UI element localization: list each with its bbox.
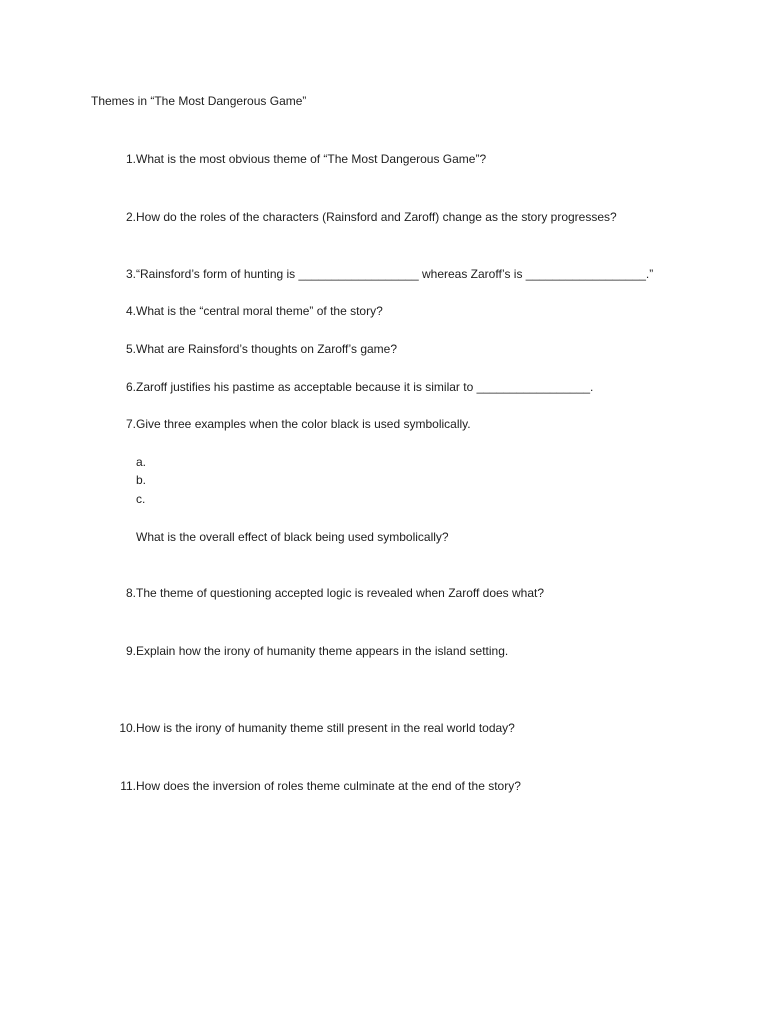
question-1 <box>112 152 487 166</box>
question-number: 8. <box>125 586 136 600</box>
question-text: “Rainsford’s form of hunting is __________________ whereas Zaroff’s is __________________.” <box>136 267 654 281</box>
q7-subitem-a: a. <box>136 455 147 469</box>
question-number: 7. <box>125 417 136 431</box>
question-10 <box>112 721 515 735</box>
question-2 <box>112 210 617 224</box>
question-11 <box>112 779 521 793</box>
question-number: 1. <box>125 152 136 166</box>
q7-subitem-b: b. <box>136 473 147 487</box>
question-5 <box>112 342 398 356</box>
question-number: 10. <box>119 721 136 735</box>
question-text: Zaroff justifies his pastime as acceptable because it is similar to _________________. <box>136 380 594 394</box>
document-title: Themes in “The Most Dangerous Game” <box>91 94 307 108</box>
question-number: 3. <box>125 267 136 281</box>
question-number: 11. <box>120 779 136 793</box>
question-6 <box>112 380 594 394</box>
q7-subitem-c: c. <box>136 492 146 506</box>
question-text: What is the “central moral theme” of the story? <box>136 304 383 318</box>
q7-followup: What is the overall effect of black being used symbolically? <box>136 530 449 544</box>
question-text: What are Rainsford’s thoughts on Zaroff’s game? <box>136 342 398 356</box>
question-text: The theme of questioning accepted logic is revealed when Zaroff does what? <box>136 586 545 600</box>
question-8 <box>112 586 545 600</box>
question-3 <box>112 267 654 281</box>
question-9 <box>112 644 509 658</box>
question-4 <box>112 304 383 318</box>
question-number: 2. <box>125 210 136 224</box>
question-number: 6. <box>125 380 136 394</box>
question-number: 5. <box>125 342 136 356</box>
question-text: How does the inversion of roles theme culminate at the end of the story? <box>136 779 521 793</box>
question-text: Give three examples when the color black is used symbolically. <box>136 417 471 431</box>
question-text: How is the irony of humanity theme still present in the real world today? <box>136 721 515 735</box>
question-number: 4. <box>125 304 136 318</box>
question-text: How do the roles of the characters (Rainsford and Zaroff) change as the story progresses? <box>136 210 617 224</box>
question-text: Explain how the irony of humanity theme appears in the island setting. <box>136 644 509 658</box>
question-text: What is the most obvious theme of “The Most Dangerous Game”? <box>136 152 487 166</box>
question-7 <box>112 417 471 431</box>
question-number: 9. <box>125 644 136 658</box>
